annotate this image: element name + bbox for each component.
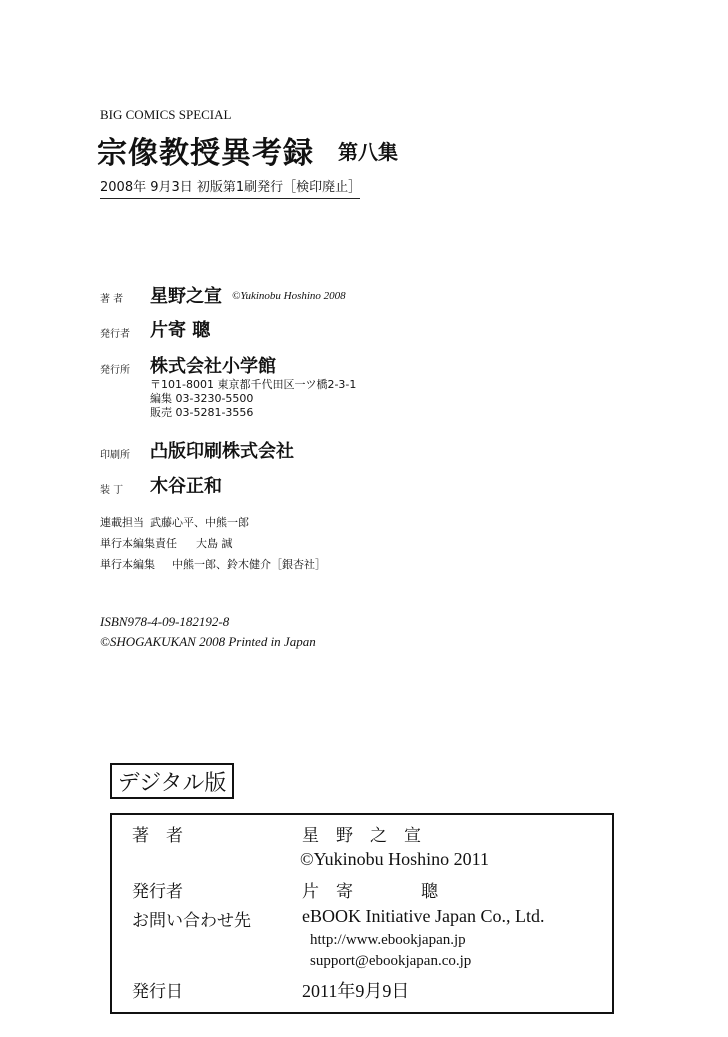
digital-contact-label: お問い合わせ先 bbox=[132, 911, 251, 931]
digital-author-name: 星 野 之 宣 bbox=[302, 826, 421, 846]
staff-value-editor-in-charge: 大島 誠 bbox=[196, 537, 233, 550]
header-divider bbox=[100, 198, 360, 199]
isbn: ISBN978-4-09-182192-8 bbox=[100, 614, 230, 629]
digital-date-value: 2011年9月9日 bbox=[302, 981, 410, 1001]
design-name: 木谷正和 bbox=[150, 476, 222, 497]
staff-value-serial: 武藤心平、中熊一郎 bbox=[150, 516, 249, 529]
digital-publisher-name: 片 寄 聰 bbox=[302, 882, 438, 902]
staff-label-editors: 単行本編集 bbox=[100, 558, 155, 571]
author-copyright: ©Yukinobu Hoshino 2008 bbox=[232, 290, 346, 302]
digital-contact-email[interactable]: support@ebookjapan.co.jp bbox=[310, 953, 472, 969]
publisher-editorial-tel: 編集 03-3230-5500 bbox=[150, 392, 254, 405]
digital-contact-company: eBOOK Initiative Japan Co., Ltd. bbox=[302, 906, 545, 926]
digital-edition-label-text: デジタル版 bbox=[117, 770, 227, 796]
publisher-person-name: 片寄 聰 bbox=[150, 320, 211, 341]
digital-author-label: 著 者 bbox=[132, 826, 183, 846]
copyright-notice: ©SHOGAKUKAN 2008 Printed in Japan bbox=[100, 634, 316, 649]
digital-date-label: 発行日 bbox=[132, 982, 183, 1002]
digital-author-copyright: ©Yukinobu Hoshino 2011 bbox=[300, 849, 490, 869]
publisher-label: 発行所 bbox=[100, 365, 130, 376]
publisher-address: 〒101-8001 東京都千代田区一ツ橋2-3-1 bbox=[150, 378, 357, 391]
staff-label-editor-in-charge: 単行本編集責任 bbox=[100, 537, 177, 550]
design-label: 装 丁 bbox=[100, 485, 124, 496]
series-name: BIG COMICS SPECIAL bbox=[100, 107, 232, 122]
staff-value-editors: 中熊一郎、鈴木健介［銀杏社］ bbox=[172, 558, 326, 571]
printer-name: 凸版印刷株式会社 bbox=[150, 441, 294, 462]
staff-label-serial: 連載担当 bbox=[100, 516, 144, 529]
volume-number: 第八集 bbox=[338, 140, 398, 164]
author-label: 著 者 bbox=[100, 294, 124, 305]
digital-edition-label bbox=[110, 763, 234, 799]
book-title: 宗像教授異考録 bbox=[97, 136, 314, 171]
printer-label: 印刷所 bbox=[100, 450, 130, 461]
publisher-name: 株式会社小学館 bbox=[150, 356, 276, 377]
digital-contact-url[interactable]: http://www.ebookjapan.jp bbox=[310, 932, 466, 948]
publisher-sales-tel: 販売 03-5281-3556 bbox=[150, 406, 254, 419]
digital-publisher-label: 発行者 bbox=[132, 882, 183, 902]
publication-date: 2008年 9月3日 初版第1刷発行［検印廃止］ bbox=[100, 180, 362, 195]
publisher-person-label: 発行者 bbox=[100, 329, 130, 340]
author-name: 星野之宣 bbox=[150, 286, 222, 307]
